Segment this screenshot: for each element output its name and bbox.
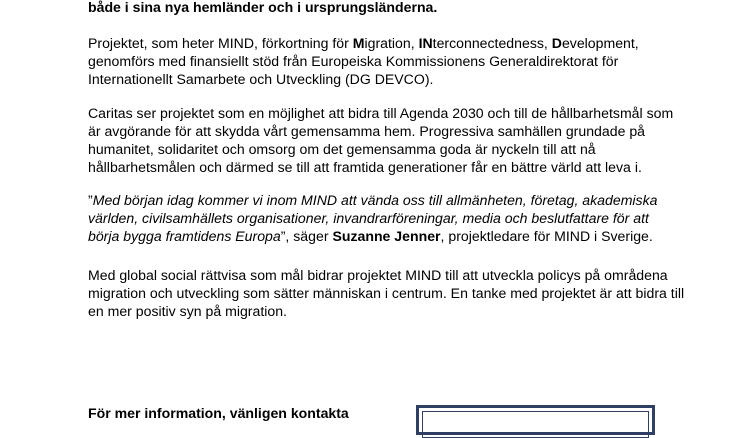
speaker-name: Suzanne Jenner bbox=[332, 228, 441, 244]
global-line-3: en mer positiv syn på migration. bbox=[88, 303, 287, 319]
quote-paragraph bbox=[88, 191, 658, 245]
global-paragraph bbox=[88, 266, 684, 320]
mind-line-1: Projektet, som heter MIND, förkortning för Migration, INterconnectedness, Development, bbox=[88, 35, 639, 51]
contact-box-frame bbox=[416, 405, 655, 435]
mind-line-3: Internationellt Samarbete och Utveckling (DG DEVCO). bbox=[88, 71, 434, 87]
global-line-1: Med global social rättvisa som mål bidrar projektet MIND till att utveckla policys på områdena bbox=[88, 267, 668, 283]
caritas-line-3: humanitet, solidaritet och omsorg om det gemensamma goda är nyckeln till att nå bbox=[88, 141, 596, 157]
mind-paragraph bbox=[88, 34, 639, 88]
global-line-2: migration och utveckling som sätter människan i centrum. En tanke med projektet är att bidra till bbox=[88, 285, 685, 301]
caritas-line-1: Caritas ser projektet som en möjlighet att bidra till Agenda 2030 och till de hållbarhetsmål som bbox=[88, 105, 674, 121]
lead-bold-line: både i sina nya hemländer och i ursprungsländerna. bbox=[88, 0, 438, 15]
mind-line-2: genomförs med finansiellt stöd från Europeiska Kommissionens Generaldirektorat för bbox=[88, 53, 619, 69]
caritas-line-2: är avgörande för att skydda vårt gemensamma hem. Progressiva samhällen grundade på bbox=[88, 123, 645, 139]
quote-line-1: ”Med början idag kommer vi inom MIND att vända oss till allmänheten, företag, akademiska bbox=[88, 192, 658, 208]
caritas-paragraph bbox=[88, 104, 673, 176]
contact-heading: För mer information, vänligen kontakta bbox=[88, 405, 349, 421]
caritas-line-4: hållbarhetsmålen och därmed se till att framtida generationer får en bättre värld att leva i. bbox=[88, 159, 642, 175]
quote-line-3: börja bygga framtidens Europa”, säger Suzanne Jenner, projektledare för MIND i Sverige. bbox=[88, 228, 653, 244]
quote-line-2: världen, civilsamhällets organisationer, invandrarföreningar, media och beslutfattare för att bbox=[88, 210, 649, 226]
